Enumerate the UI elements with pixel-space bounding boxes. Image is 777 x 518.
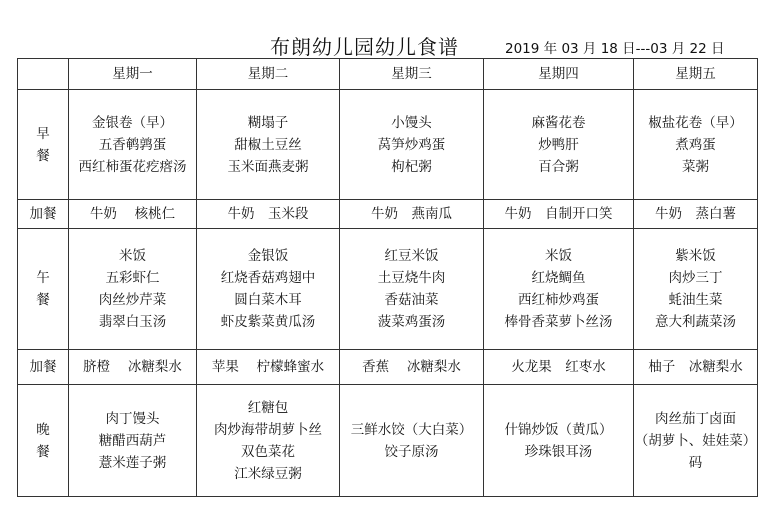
header-row — [18, 59, 758, 90]
dish-item: 珍珠银耳汤 — [524, 443, 593, 460]
menu-cell — [197, 200, 340, 229]
dish-item: 脐橙 冰糖梨水 — [83, 359, 182, 375]
meal-row — [18, 385, 758, 497]
menu-cell — [484, 90, 634, 200]
day-header: 星期二 — [197, 59, 340, 90]
menu-cell — [340, 385, 484, 497]
dish-item: 菠菜鸡蛋汤 — [377, 314, 446, 330]
menu-cell — [69, 350, 197, 385]
menu-cell — [340, 229, 484, 350]
menu-cell — [69, 90, 197, 200]
dish-item: 椒盐花卷（早） — [648, 114, 743, 131]
dish-item: 百合粥 — [538, 158, 579, 175]
menu-cell — [197, 90, 340, 200]
dish-item: 薏米莲子粥 — [98, 454, 167, 471]
dish-item: 西红柿蛋花疙瘩汤 — [78, 158, 187, 175]
dish-item: 双色菜花 — [241, 443, 295, 460]
dish-item: 牛奶 核桃仁 — [89, 206, 176, 222]
dish-item: 苹果 柠檬蜂蜜水 — [211, 359, 325, 375]
meal-label: 加餐 — [18, 350, 69, 385]
meal-row — [18, 90, 758, 200]
dish-item: 三鲜水饺（大白菜） — [350, 421, 473, 438]
meal-label: 早 餐 — [18, 90, 69, 200]
meal-label: 午 餐 — [18, 229, 69, 350]
dish-item: 小馒头 — [391, 114, 432, 131]
dish-item: 菜粥 — [682, 158, 709, 175]
menu-cell — [197, 385, 340, 497]
day-header: 星期五 — [634, 59, 758, 90]
corner-cell — [18, 59, 69, 90]
dish-item: 意大利蔬菜汤 — [655, 314, 736, 330]
menu-cell — [69, 229, 197, 350]
menu-cell — [634, 350, 758, 385]
dish-item: 肉炒海带胡萝卜丝 — [214, 421, 322, 438]
menu-cell — [634, 385, 758, 497]
dish-item: 牛奶 燕南瓜 — [371, 206, 452, 222]
dish-item: 糖醋西葫芦 — [98, 432, 167, 449]
dish-item: 枸杞粥 — [391, 158, 432, 175]
menu-cell — [634, 200, 758, 229]
dish-item: 糊塌子 — [247, 114, 289, 131]
dish-item: 炒鸭肝 — [538, 136, 579, 153]
dish-item: 棒骨香菜萝卜丝汤 — [504, 314, 613, 330]
dish-item: 甜椒土豆丝 — [234, 136, 302, 153]
menu-cell — [484, 350, 634, 385]
dish-item: 牛奶 玉米段 — [227, 206, 309, 222]
dish-item: 红烧香菇鸡翅中 — [220, 270, 316, 286]
day-header: 星期四 — [484, 59, 634, 90]
dish-item: 土豆烧牛肉 — [377, 270, 446, 286]
dish-item: 玉米面燕麦粥 — [227, 158, 309, 175]
dish-item: 肉丝炒芹菜 — [98, 292, 167, 308]
dish-item: 红糖包 — [247, 399, 289, 416]
dish-item: 香菇油菜 — [384, 292, 439, 308]
dish-item: 五彩虾仁 — [105, 270, 160, 286]
dish-item: 柚子 冰糖梨水 — [648, 359, 743, 375]
dish-item: 虾皮紫菜黄瓜汤 — [220, 314, 316, 330]
meal-label: 晚 餐 — [18, 385, 69, 497]
dish-item: 金银卷（早） — [92, 114, 173, 131]
dish-item: 红豆米饭 — [384, 248, 439, 264]
menu-cell — [340, 200, 484, 229]
dish-item: 红烧鲷鱼 — [531, 270, 586, 286]
menu-cell — [69, 200, 197, 229]
dish-item: 金银饭 — [247, 248, 289, 264]
menu-cell — [484, 200, 634, 229]
dish-item: 肉丁馒头 — [105, 410, 160, 427]
dish-item: 五香鹌鹑蛋 — [98, 136, 167, 153]
page-title: 布朗幼儿园幼儿食谱 — [270, 35, 459, 59]
dish-item: 米饭 — [545, 248, 572, 264]
meal-label: 加餐 — [18, 200, 69, 229]
date-range: 2019 年 03 月 18 日---03 月 22 日 — [505, 41, 725, 57]
dish-item: 香蕉 冰糖梨水 — [362, 359, 461, 375]
dish-item: 牛奶 蒸白薯 — [655, 206, 736, 222]
dish-item: 紫米饭 — [675, 248, 716, 264]
dish-item: 西红柿炒鸡蛋 — [518, 292, 599, 308]
meal-row — [18, 200, 758, 229]
dish-item: （胡萝卜、娃娃菜） — [634, 432, 757, 449]
dish-item: 圆白菜木耳 — [234, 292, 302, 308]
menu-cell — [484, 385, 634, 497]
dish-item: 码 — [688, 454, 703, 471]
menu-cell — [484, 229, 634, 350]
menu-cell — [634, 90, 758, 200]
menu-cell — [197, 350, 340, 385]
day-header: 星期一 — [69, 59, 197, 90]
dish-item: 饺子原汤 — [384, 443, 439, 460]
dish-item: 肉炒三丁 — [668, 270, 723, 286]
dish-item: 什锦炒饭（黄瓜） — [504, 421, 613, 438]
menu-table — [17, 58, 758, 497]
dish-item: 蚝油生菜 — [668, 292, 723, 308]
day-header: 星期三 — [340, 59, 484, 90]
meal-row — [18, 229, 758, 350]
dish-item: 煮鸡蛋 — [675, 136, 716, 153]
dish-item: 翡翠白玉汤 — [98, 314, 167, 330]
dish-item: 米饭 — [119, 248, 146, 264]
dish-item: 江米绿豆粥 — [234, 465, 302, 482]
menu-cell — [634, 229, 758, 350]
dish-item: 麻酱花卷 — [531, 114, 586, 131]
dish-item: 火龙果 红枣水 — [511, 359, 606, 375]
dish-item: 牛奶 自制开口笑 — [504, 206, 613, 222]
menu-cell — [69, 385, 197, 497]
dish-item: 莴笋炒鸡蛋 — [377, 136, 446, 153]
menu-cell — [197, 229, 340, 350]
dish-item: 肉丝茄丁卤面 — [655, 410, 736, 427]
meal-row — [18, 350, 758, 385]
menu-cell — [340, 90, 484, 200]
menu-cell — [340, 350, 484, 385]
